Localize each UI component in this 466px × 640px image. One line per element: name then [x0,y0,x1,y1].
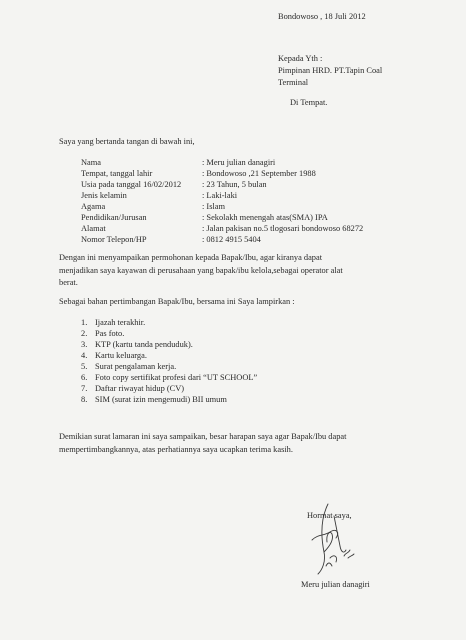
list-item [81,340,193,351]
list-item [81,362,176,373]
list-number: 1. [81,318,88,327]
list-item [81,318,145,329]
identity-label: Usia pada tanggal 16/02/2012 [81,180,182,189]
paragraph-line: Dengan ini menyampaikan permohonan kepada Bapak/Ibu, agar kiranya dapat [59,253,323,262]
list-text: Foto copy sertifikat profesi dari “UT SCHOOL” [95,373,258,382]
list-number: 7. [81,384,88,393]
paragraph-line: menjadikan saya kayawan di perusahaan yang bapak/ibu kelola,sebagai operator alat [59,265,343,275]
list-text: SIM (surat izin mengemudi) BII umum [95,395,227,404]
list-item [81,351,147,362]
list-text: KTP (kartu tanda penduduk). [95,340,193,349]
list-text: Daftar riwayat hidup (CV) [95,384,185,393]
identity-value: : Bondowoso ,21 September 1988 [202,169,316,178]
recipient-company-cont: Terminal [278,78,309,87]
identity-label: Alamat [81,224,106,233]
list-item [81,329,124,340]
list-number: 4. [81,351,88,360]
list-number: 3. [81,340,88,349]
signer-name: Meru julian danagiri [301,580,370,589]
identity-value: : Laki-laki [202,191,238,200]
identity-value: : Sekolakh menengah atas(SMA) IPA [202,213,328,222]
identity-label: Tempat, tanggal lahir [81,169,153,178]
identity-value: : 23 Tahun, 5 bulan [202,180,267,189]
list-number: 6. [81,373,88,382]
recipient-greeting: Kepada Yth : [278,54,323,63]
date-line: Bondowoso , 18 Juli 2012 [278,12,366,21]
identity-value: : Meru julian danagiri [202,158,276,167]
list-text: Pas foto. [95,329,125,338]
identity-label: Nama [81,158,101,167]
identity-table [81,158,411,258]
attachments-intro: Sebagai bahan pertimbangan Bapak/Ibu, bersama ini Saya lampirkan : [59,297,295,306]
identity-label: Pendidikan/Jurusan [81,213,147,222]
intro-text: Saya yang bertanda tangan di bawah ini, [59,137,195,146]
sign-off: Hormat saya, [307,511,352,520]
request-paragraph [59,252,343,290]
recipient-company: Pimpinan HRD. PT.Tapin Coal [278,66,383,75]
handwritten-signature [300,496,366,578]
identity-value: : Islam [202,202,226,211]
list-number: 5. [81,362,88,371]
recipient-location: Di Tempat. [290,98,328,107]
list-item [81,384,184,395]
list-text: Ijazah terakhir. [95,318,146,327]
paragraph-line: mempertimbangkannya, atas perhatiannya saya ucapkan terima kasih. [59,444,293,454]
paragraph-line: berat. [59,278,78,288]
paragraph-line: Demikian surat lamaran ini saya sampaikan, besar harapan saya agar Bapak/Ibu dapat [59,432,347,441]
list-number: 2. [81,329,88,338]
list-item [81,373,257,384]
identity-value: : Jalan pakisan no.5 tlogosari bondowoso 68272 [202,224,364,233]
list-number: 8. [81,395,88,404]
identity-label: Jenis kelamin [81,191,127,200]
identity-label: Agama [81,202,106,211]
identity-label: Nomor Telepon/HP [81,235,147,244]
identity-value: : 0812 4915 5404 [202,235,261,244]
list-text: Kartu keluarga. [95,351,147,360]
list-item [81,395,227,406]
list-text: Surat pengalaman kerja. [95,362,177,371]
closing-paragraph [59,431,346,456]
